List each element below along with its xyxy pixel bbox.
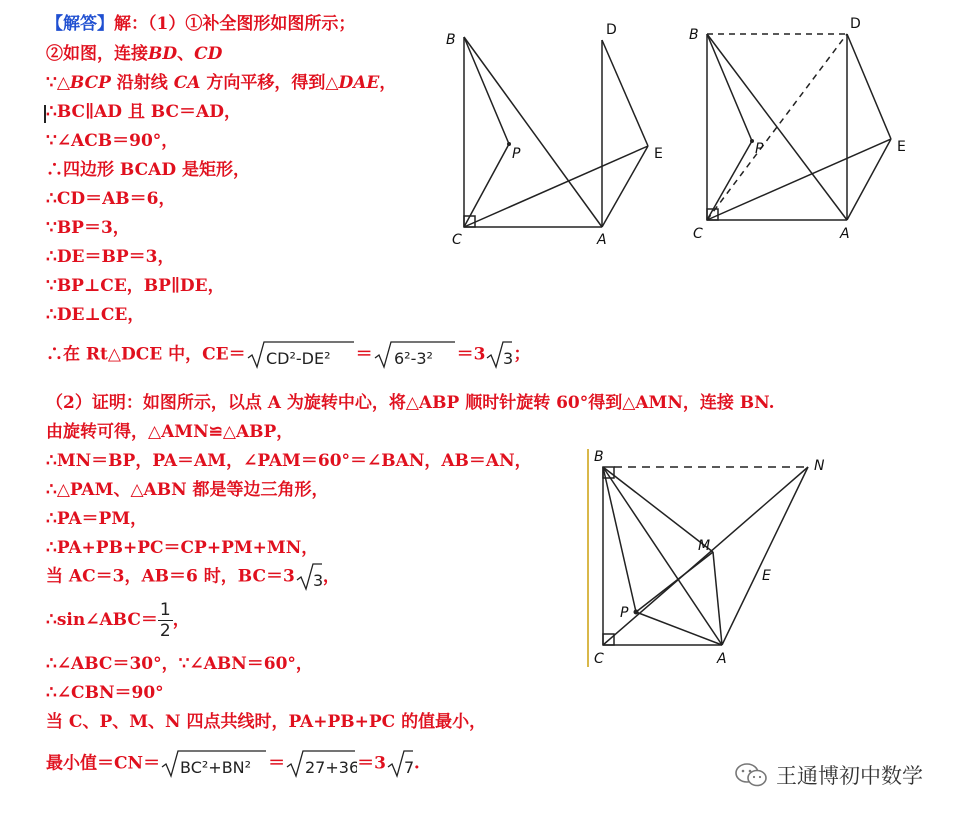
radical-1 (246, 340, 356, 370)
radical-3 (485, 340, 513, 370)
t: DAE (338, 73, 380, 93)
t: 7 (403, 758, 414, 777)
watermark-text: 王通博初中数学 (776, 764, 923, 788)
label-d: D (606, 22, 617, 38)
label-e: E (897, 139, 906, 155)
numerator: 1 (159, 600, 171, 620)
label-e: E (762, 568, 771, 584)
line-23: 当 C、P、M、N 四点共线时，PA+PB+PC 的值最小， (46, 712, 487, 732)
radical-6 (285, 749, 357, 779)
t: ∵△ (46, 73, 70, 93)
watermark (734, 760, 923, 790)
t: ＝3 (456, 344, 486, 365)
radical-2 (373, 340, 457, 370)
t: ＝ (355, 344, 373, 365)
label-b: B (689, 27, 699, 43)
line-2 (46, 42, 222, 66)
label-d: D (850, 16, 861, 32)
line-5: ∵∠ACB＝90°， (46, 131, 179, 151)
line-4: ∴BC∥AD 且 BC＝AD， (46, 102, 241, 122)
t: 6²-3² (393, 349, 433, 368)
t: ， (172, 610, 190, 630)
line-3 (46, 71, 396, 95)
sep: 、 (177, 44, 195, 64)
line-9: ∴DE＝BP＝3， (46, 247, 175, 267)
line-17: ∴PA＝PM， (46, 509, 148, 529)
label-p: P (620, 605, 629, 621)
label-a: A (717, 651, 727, 667)
line-16: ∴△PAM、△ABN 都是等边三角形， (46, 480, 329, 500)
label-e: E (654, 146, 663, 162)
label-p: P (512, 146, 521, 162)
line-15: ∴MN＝BP，PA＝AM，∠PAM＝60°＝∠BAN，AB＝AN， (46, 451, 532, 471)
label-a: A (597, 232, 607, 248)
seg-bd: BD (148, 44, 178, 64)
t: CA (173, 73, 201, 93)
line-12 (46, 340, 530, 370)
t: ， (379, 73, 397, 93)
t: 3 (503, 349, 514, 368)
figure-1 (440, 15, 680, 250)
answer-tag: 【解答】 (46, 14, 114, 34)
radical-4 (295, 562, 323, 592)
line-14: 由旋转可得，△AMN≌△ABP， (46, 422, 294, 442)
label-p: P (755, 141, 764, 157)
line-8: ∵BP＝3， (46, 218, 130, 238)
t: BC²+BN² (180, 758, 252, 777)
label-c: C (594, 651, 604, 667)
t: ＝3 (357, 753, 386, 774)
label-b: B (594, 449, 604, 465)
t: . (413, 753, 420, 774)
line-6: ∴四边形 BCAD 是矩形， (46, 160, 250, 180)
line-18: ∴PA+PB+PC＝CP+PM+MN， (46, 538, 319, 558)
label-b: B (446, 32, 456, 48)
fraction (158, 600, 173, 641)
label-a: A (840, 226, 850, 242)
t: 方向平移，得到△ (200, 73, 339, 93)
t: ∴sin∠ABC＝ (46, 610, 158, 630)
radical-5 (160, 749, 268, 779)
line-19 (46, 562, 340, 592)
line-1 (46, 12, 355, 36)
line-10: ∵BP⊥CE，BP∥DE， (46, 276, 225, 296)
t: 3 (312, 571, 323, 590)
radical-7 (386, 749, 414, 779)
t: 27+36 (305, 758, 358, 777)
t: CD²-DE² (265, 349, 331, 368)
wechat-icon (734, 761, 768, 789)
line-20 (46, 600, 190, 641)
figure-2 (683, 12, 923, 247)
label-n: N (814, 458, 825, 474)
line-24 (46, 749, 420, 779)
t: 最小值＝CN＝ (46, 753, 161, 774)
t: BCP (69, 73, 111, 93)
t: ， (322, 566, 340, 587)
line-13: （2）证明：如图所示，以点 A 为旋转中心，将△ABP 顺时针旋转 60°得到△AMN，连接 BN. (46, 393, 775, 413)
label-m: M (698, 538, 711, 554)
line-2-text: ②如图，连接 (46, 44, 148, 64)
line-1-text: 解：（1）①补全图形如图所示； (114, 14, 356, 34)
seg-cd: CD (194, 44, 223, 64)
line-22: ∴∠CBN＝90° (46, 683, 164, 703)
t: ∴在 Rt△DCE 中，CE＝ (46, 344, 246, 365)
label-c: C (452, 232, 462, 248)
t: ； (513, 344, 531, 365)
line-21: ∴∠ABC＝30°，∵∠ABN＝60°， (46, 654, 313, 674)
figure-3 (580, 445, 840, 675)
t: ＝ (268, 753, 286, 774)
t: 沿射线 (110, 73, 174, 93)
line-7: ∴CD＝AB＝6， (46, 189, 176, 209)
t: 当 AC＝3，AB＝6 时，BC＝3 (46, 566, 295, 587)
denominator: 2 (159, 621, 171, 641)
line-11: ∴DE⊥CE， (46, 305, 145, 325)
label-c: C (693, 226, 703, 242)
